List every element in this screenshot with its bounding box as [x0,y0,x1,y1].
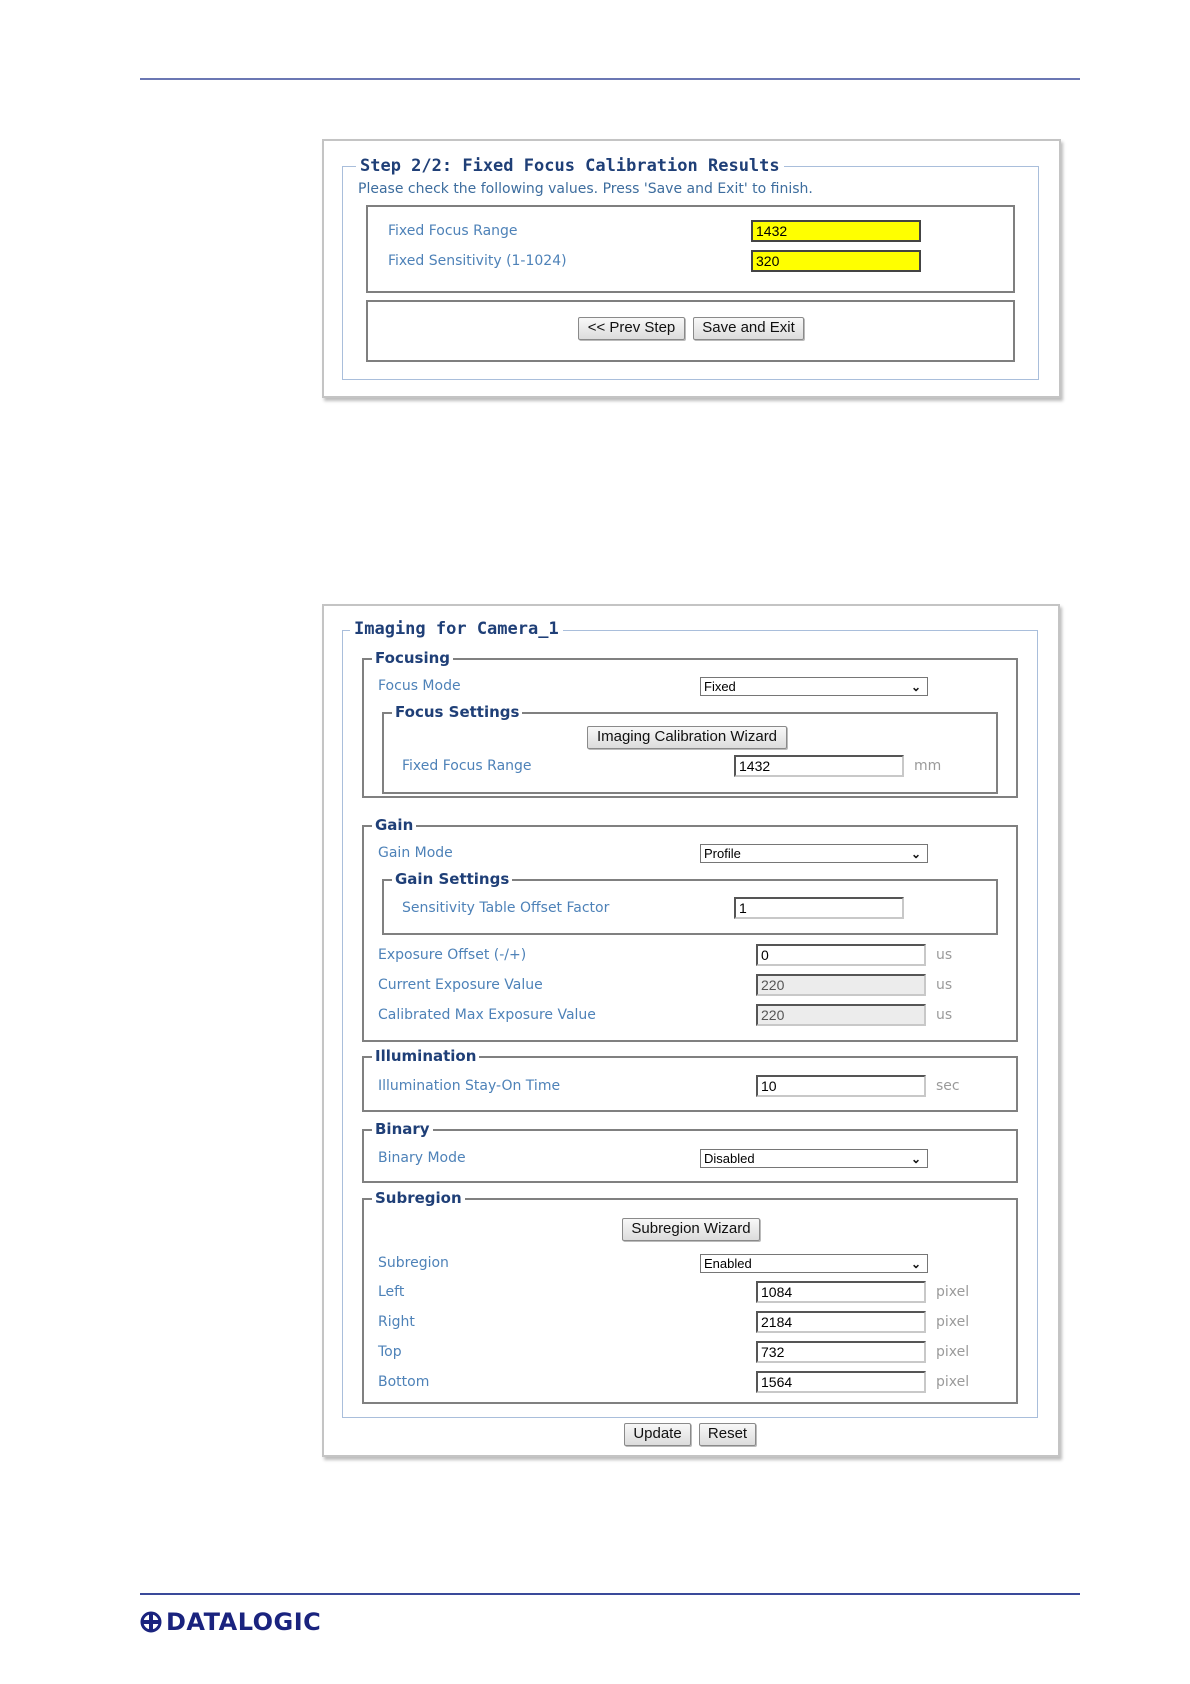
imaging-title: Imaging for Camera_1 [350,619,563,639]
subregion-select[interactable] [700,1254,928,1273]
stay-on-time-unit: sec [936,1078,960,1094]
binary-mode-select[interactable] [700,1149,928,1168]
focus-mode-label: Focus Mode [378,678,461,694]
fixed-sensitivity-field[interactable]: 320 [751,250,921,272]
exposure-offset-label: Exposure Offset (-/+) [378,947,527,963]
datalogic-logo-icon [140,1611,162,1633]
footer-rule [140,1593,1080,1595]
header-rule [140,78,1080,80]
stay-on-time-input[interactable]: 10 [756,1075,926,1097]
subregion-section [362,1189,1018,1404]
gain-mode-select[interactable] [700,844,928,863]
range-unit: mm [914,758,942,774]
fixed-focus-range-field[interactable]: 1432 [751,220,921,242]
save-and-exit-button[interactable]: Save and Exit [693,317,804,340]
focus-settings-section [382,703,998,794]
current-exposure-unit: us [936,977,953,993]
subregion-legend: Subregion [372,1189,465,1207]
subregion-label: Subregion [378,1255,449,1271]
illumination-section [362,1047,1018,1112]
top-unit: pixel [936,1344,970,1360]
bottom-input[interactable]: 1564 [756,1371,926,1393]
gain-mode-label: Gain Mode [378,845,453,861]
subregion-value: Enabled [704,1256,752,1271]
top-label: Top [378,1344,402,1360]
focus-settings-legend: Focus Settings [392,703,522,721]
chevron-down-icon: ⌄ [910,1257,921,1271]
imaging-screenshot [322,604,1060,1457]
gain-section [362,816,1018,1042]
exposure-offset-input[interactable]: 0 [756,944,926,966]
chevron-down-icon: ⌄ [910,680,921,694]
binary-section [362,1120,1018,1183]
max-exposure-field: 220 [756,1004,926,1026]
fixed-sensitivity-label: Fixed Sensitivity (1-1024) [388,253,567,269]
fixed-focus-range-label: Fixed Focus Range [402,758,532,774]
bottom-unit: pixel [936,1374,970,1390]
chevron-down-icon: ⌄ [910,847,921,861]
sensitivity-offset-label: Sensitivity Table Offset Factor [402,900,610,916]
gain-legend: Gain [372,816,416,834]
left-label: Left [378,1284,405,1300]
prev-step-button[interactable]: << Prev Step [578,317,685,340]
calibration-values-box [366,205,1015,293]
focus-mode-value: Fixed [704,679,736,694]
gain-settings-legend: Gain Settings [392,870,512,888]
exposure-offset-unit: us [936,947,953,963]
fixed-focus-range-input[interactable]: 1432 [734,755,904,777]
binary-legend: Binary [372,1120,433,1138]
max-exposure-unit: us [936,1007,953,1023]
calibration-buttons-box [366,300,1015,362]
subregion-wizard-button[interactable]: Subregion Wizard [622,1218,760,1241]
right-input[interactable]: 2184 [756,1311,926,1333]
current-exposure-label: Current Exposure Value [378,977,543,993]
gain-settings-section [382,870,998,935]
max-exposure-label: Calibrated Max Exposure Value [378,1007,596,1023]
left-input[interactable]: 1084 [756,1281,926,1303]
imaging-calibration-wizard-button[interactable]: Imaging Calibration Wizard [587,726,787,749]
right-label: Right [378,1314,415,1330]
focusing-section [362,649,1018,798]
calibration-results-screenshot [322,139,1061,398]
update-button[interactable]: Update [624,1423,691,1446]
left-unit: pixel [936,1284,970,1300]
bottom-label: Bottom [378,1374,430,1390]
stay-on-time-label: Illumination Stay-On Time [378,1078,561,1094]
datalogic-logo [140,1608,321,1636]
fixed-focus-range-label: Fixed Focus Range [388,223,518,239]
calibration-instructions: Please check the following values. Press 'Save and Exit' to finish. [358,181,813,197]
binary-mode-label: Binary Mode [378,1150,466,1166]
focusing-legend: Focusing [372,649,453,667]
gain-mode-value: Profile [704,846,741,861]
current-exposure-field: 220 [756,974,926,996]
right-unit: pixel [936,1314,970,1330]
illumination-legend: Illumination [372,1047,479,1065]
reset-button[interactable]: Reset [699,1423,756,1446]
top-input[interactable]: 732 [756,1341,926,1363]
datalogic-logo-text: DATALOGIC [166,1608,322,1636]
sensitivity-offset-input[interactable]: 1 [734,897,904,919]
focus-mode-select[interactable] [700,677,928,696]
binary-mode-value: Disabled [704,1151,755,1166]
chevron-down-icon: ⌄ [910,1152,921,1166]
calibration-title: Step 2/2: Fixed Focus Calibration Results [356,156,784,176]
